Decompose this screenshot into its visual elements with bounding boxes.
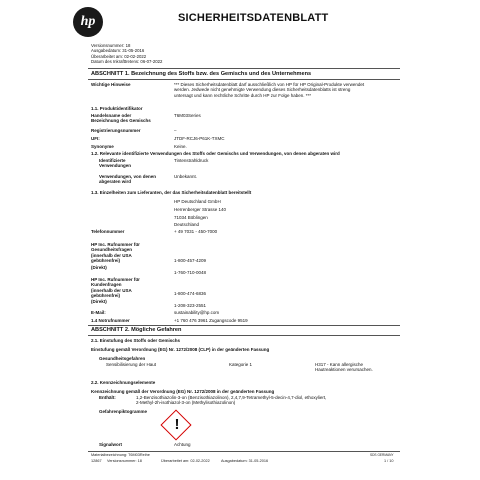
direct2-label: (Direkt): [91, 299, 107, 304]
h317-statement: [315, 362, 373, 373]
emergency-number-value: +1 760 476 3961 Zugangscode 9519: [174, 318, 248, 323]
exclamation-mark-icon: !: [174, 416, 180, 433]
skin-sensitization-label: Sensibilisierung der Haut: [106, 362, 157, 367]
advised-against-label-line: abgeraten wird: [99, 179, 132, 185]
customer-hotline-value: 1-800-474-6836: [174, 291, 207, 296]
trade-name-label-line: Bezeichnung des Gemischs: [91, 118, 151, 124]
supplier-address: [174, 198, 226, 229]
important-label: Wichtige Hinweise: [91, 82, 131, 87]
pictogram-label: Gefahrenpiktogramme: [99, 409, 148, 414]
advised-against-label-line: Verwendungen, von denen: [99, 174, 157, 179]
h317-line: Hautreaktionen verursachen.: [315, 367, 373, 373]
synonyms-label: Synonyme: [91, 144, 114, 149]
footer-material: Materialbezeichnung: T6M03Reihe: [91, 453, 150, 457]
direct-label: (Direkt): [91, 265, 107, 270]
contains-label: Enthält:: [99, 395, 116, 400]
labelling-title: Kennzeichnung gemäß der Verordnung (EG) Nr. 1272/2008 in der geänderten Fassung: [91, 389, 275, 394]
health-hotline-label-line: gebührenfrei): [91, 258, 121, 264]
section-rule: [88, 68, 400, 69]
important-line: untersagt und kann rechtliche Schritte durch HP zur Folge haben. ***: [174, 92, 311, 98]
trade-name-label: [91, 113, 151, 124]
important-line: *** Dieses Sicherheitsdatenblatt darf ausschließlich von HP für HP Original-Produkte verwendet: [174, 82, 365, 87]
clp-classification-title: Einstufung gemäß Verordnung (EG) Nr. 1272/2008 (CLP) in der geänderten Fassung: [91, 347, 270, 352]
identified-uses-label-line: Identifizierte: [99, 158, 126, 163]
registration-label: Registrierungsnummer: [91, 128, 141, 133]
health-hotline-label: [91, 242, 140, 264]
health-hotline-label-line: Gesundheitsfragen: [91, 247, 133, 253]
contains-line: 2-Methyl-2h-isothiazol-3-on (Methylisothiazolinon): [136, 400, 236, 406]
signal-word-value: Achtung: [174, 442, 191, 447]
footer-version: Versionsnummer: 18: [107, 459, 142, 463]
health-hotline-label-line: HP Inc. Rufnummer für: [91, 242, 140, 247]
phone-label: Telefonnummer: [91, 229, 125, 234]
contains-substances: [136, 395, 398, 406]
contains-line: 1,2-Benzisothiazolin-3-on (Benzisothiazolinon), 2,4,7,9-Tetramethyl-5-decin-4,7-diol, ethoxyliert,: [136, 395, 327, 400]
section-1-title: ABSCHNITT 1. Bezeichnung des Stoffs bzw. des Gemischs und des Unternehmens: [91, 71, 312, 77]
direct2-value: 1-208-323-2551: [174, 303, 207, 308]
subsection-1-1: 1.1. Produktidentifikator: [91, 106, 143, 111]
subsection-1-3: 1.3. Einzelheiten zum Lieferanten, der das Sicherheitsdatenblatt bereitstellt: [91, 190, 252, 195]
customer-hotline-label-line: Kundenfragen: [91, 282, 122, 288]
footer-doc-number: 12867: [91, 459, 102, 463]
ufi-value: JTDF-RCJ6-P61K-TXMC: [174, 136, 225, 141]
footer-code: SDS GERMANY: [370, 453, 394, 457]
address-line: Deutschland: [174, 222, 200, 228]
subsection-2-1: 2.1. Einstufung des Stoffs oder Gemischs: [91, 338, 181, 343]
address-line: Herrenberger Strasse 140: [174, 206, 227, 212]
email-value[interactable]: sustainability@hp.com: [174, 310, 220, 315]
trade-name-value: T6M03Series: [174, 113, 201, 118]
meta-revised-date: Überarbeitet am: 02-02-2022: [91, 53, 147, 59]
section-rule: [88, 79, 400, 80]
footer-page: 1 / 10: [384, 459, 394, 463]
footer-revised: Überarbeitet am: 02-02-2022: [161, 459, 210, 463]
customer-hotline-label: [91, 277, 140, 299]
health-hotline-value: 1-800-457-4209: [174, 258, 207, 263]
identified-uses-label-line: Verwendungen: [99, 163, 132, 169]
meta-version: Versionsnummer: 18: [91, 43, 131, 48]
email-label: E-Mail:: [91, 310, 106, 315]
customer-hotline-label-line: (innerhalb der USA: [91, 287, 132, 293]
phone-value: + 49 7031 - 450-7000: [174, 229, 218, 234]
registration-value: –: [174, 128, 177, 133]
address-line: 71034 Böblingen: [174, 214, 208, 220]
important-notice: [174, 82, 399, 98]
subsection-1-2: 1.2. Relevante identifizierte Verwendungen des Stoffs oder Gemischs und Verwendungen, von denen abgeraten wird: [91, 151, 340, 156]
important-line: werden. Jedwede nicht genehmigte Verwendung dieses Sicherheitsdatenblatts ist streng: [174, 87, 351, 93]
subsection-2-2: 2.2. Kennzeichnungselemente: [91, 380, 156, 385]
direct-value: 1-760-710-0048: [174, 270, 207, 275]
category-value: Kategorie 1: [229, 362, 253, 367]
customer-hotline-label-line: HP Inc. Rufnummer für: [91, 277, 140, 282]
h317-line: H317 - Kann allergische: [315, 362, 364, 367]
address-line: HP Deutschland GmbH: [174, 199, 221, 204]
document-title: SICHERHEITSDATENBLATT: [178, 12, 329, 24]
meta-issue-date: Ausgabedatum: 31-05-2016: [91, 48, 145, 54]
health-hotline-label-line: (innerhalb der USA: [91, 252, 132, 258]
trade-name-label-line: Handelsname oder: [91, 113, 132, 118]
synonyms-value: Keine.: [174, 144, 187, 149]
ufi-label: UFI:: [91, 136, 100, 141]
document-meta: [91, 43, 162, 65]
identified-uses-value: Tintenstrahldruck: [174, 158, 209, 163]
signal-word-label: Signalwort: [99, 442, 123, 447]
section-rule: [88, 325, 400, 326]
section-2-title: ABSCHNITT 2. Mögliche Gefahren: [91, 327, 182, 333]
section-rule: [88, 335, 400, 336]
advised-against-label: [99, 174, 156, 185]
footer-issued: Ausgabedatum: 31-05-2016: [221, 459, 269, 463]
identified-uses-label: [99, 158, 131, 169]
hp-logo: hp: [73, 7, 103, 37]
emergency-number-label: 1.4 Notrufnummer: [91, 318, 130, 323]
advised-against-value: Unbekannt.: [174, 174, 198, 179]
customer-hotline-label-line: gebührenfrei): [91, 293, 121, 299]
meta-effective-date: Datum des Inkrafttretens: 06-07-2022: [91, 59, 163, 65]
health-hazards-label: Gesundheitsgefahren: [99, 356, 146, 361]
footer-rule: [88, 451, 400, 452]
